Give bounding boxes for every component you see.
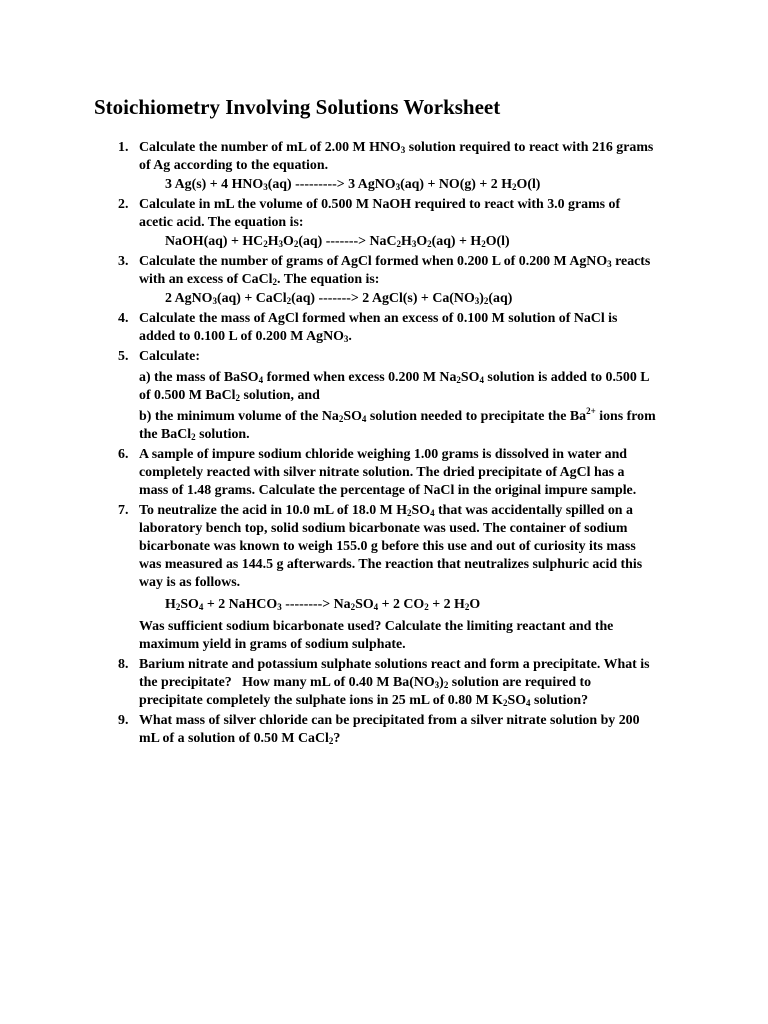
question-text: A sample of impure sodium chloride weighing 1.00 grams is dissolved in water and completely reacted with silver nitrate solution. The dried precipitate of AgCl has a mass of 1.48 grams. Calculate the percentage of NaCl in the original impure sample. bbox=[139, 447, 637, 498]
question-number: 1. bbox=[118, 140, 129, 155]
question-text: Calculate the number of mL of 2.00 M $HNO_3$ solution required to react with 216 grams of Ag according to the equation. bbox=[139, 140, 654, 173]
chemical-equation: 2 AgNO$_3$(aq) + CaCl$_2$(aq) -------> 2 AgCl(s) + $Ca(NO_3)_2(aq)$ bbox=[165, 291, 513, 306]
question-text: Barium nitrate and potassium sulphate solutions react and form a precipitate. What is the precipitate? How many mL of 0.40 M $Ba(NO_3)_2$ solution are required to precipitate completely the sulphate ions in 25 mL of 0.80 M $K_2SO_4$ solution? bbox=[139, 657, 650, 708]
question-number: 4. bbox=[118, 311, 129, 326]
question-part-a: a) the mass of BaSO$_4$ formed when excess 0.200 M $Na_2SO_4$ solution is added to 0.500 L of 0.500 M BaCl$_2$ solution, and bbox=[139, 370, 649, 403]
chemical-equation: NaOH(aq) + $HC_2H_3O_2(aq)$ -------> $NaC_2H_3O_2(aq) + H_2O(l)$ bbox=[165, 234, 510, 249]
question-item bbox=[112, 656, 657, 710]
question-text: Calculate the mass of AgCl formed when an excess of 0.100 M solution of NaCl is added to 0.100 L of 0.200 M AgNO$_3$. bbox=[139, 311, 618, 344]
question-number: 5. bbox=[118, 349, 129, 364]
question-followup: Was sufficient sodium bicarbonate used? Calculate the limiting reactant and the maximum yield in grams of sodium sulphate. bbox=[139, 619, 614, 652]
question-item bbox=[112, 253, 657, 308]
question-item bbox=[112, 348, 657, 444]
question-text: To neutralize the acid in 10.0 mL of 18.0 M $H_2SO_4$ that was accidentally spilled on a laboratory bench top, solid sodium bicarbonate was used. The container of sodium bicarbonate was known to weigh 155.0 g before this use and out of curiosity its mass was measured as 144.5 g afterwards. The reaction that neutralizes sulphuric acid this way is as follows. bbox=[139, 503, 643, 590]
question-item bbox=[112, 446, 657, 500]
question-text: What mass of silver chloride can be precipitated from a silver nitrate solution by 200 mL of a solution of 0.50 M CaCl$_2$? bbox=[139, 713, 640, 746]
chemical-equation: 3 Ag(s) + 4 $HNO_3(aq)$ ---------> 3 AgNO$_3$(aq) + NO(g) + 2 $H_2O(l)$ bbox=[165, 177, 541, 192]
question-item bbox=[112, 139, 657, 194]
question-list bbox=[112, 139, 657, 750]
question-number: 2. bbox=[118, 197, 129, 212]
question-item bbox=[112, 196, 657, 251]
question-number: 8. bbox=[118, 657, 129, 672]
page-title: Stoichiometry Involving Solutions Worksheet bbox=[94, 95, 501, 119]
question-item bbox=[112, 712, 657, 748]
question-text: Calculate the number of grams of AgCl formed when 0.200 L of 0.200 M AgNO$_3$ reacts with an excess of CaCl$_2$. The equation is: bbox=[139, 254, 651, 287]
question-item bbox=[112, 502, 657, 654]
question-text: Calculate in mL the volume of 0.500 M NaOH required to react with 3.0 grams of acetic acid. The equation is: bbox=[139, 197, 621, 230]
question-number: 3. bbox=[118, 254, 129, 269]
question-part-b: b) the minimum volume of the $Na_2SO_4$ solution needed to precipitate the $Ba^{2+}$ ions from the BaCl$_2$ solution. bbox=[139, 406, 656, 442]
question-item bbox=[112, 310, 657, 346]
question-number: 7. bbox=[118, 503, 129, 518]
question-number: 6. bbox=[118, 447, 129, 462]
question-text: Calculate: bbox=[139, 349, 200, 364]
chemical-equation: $H_2SO_4 + 2$ NaHCO$_3$ --------> $Na_2SO_4 + 2$ $CO_2 + 2$ $H_2O$ bbox=[165, 597, 481, 612]
question-number: 9. bbox=[118, 713, 129, 728]
